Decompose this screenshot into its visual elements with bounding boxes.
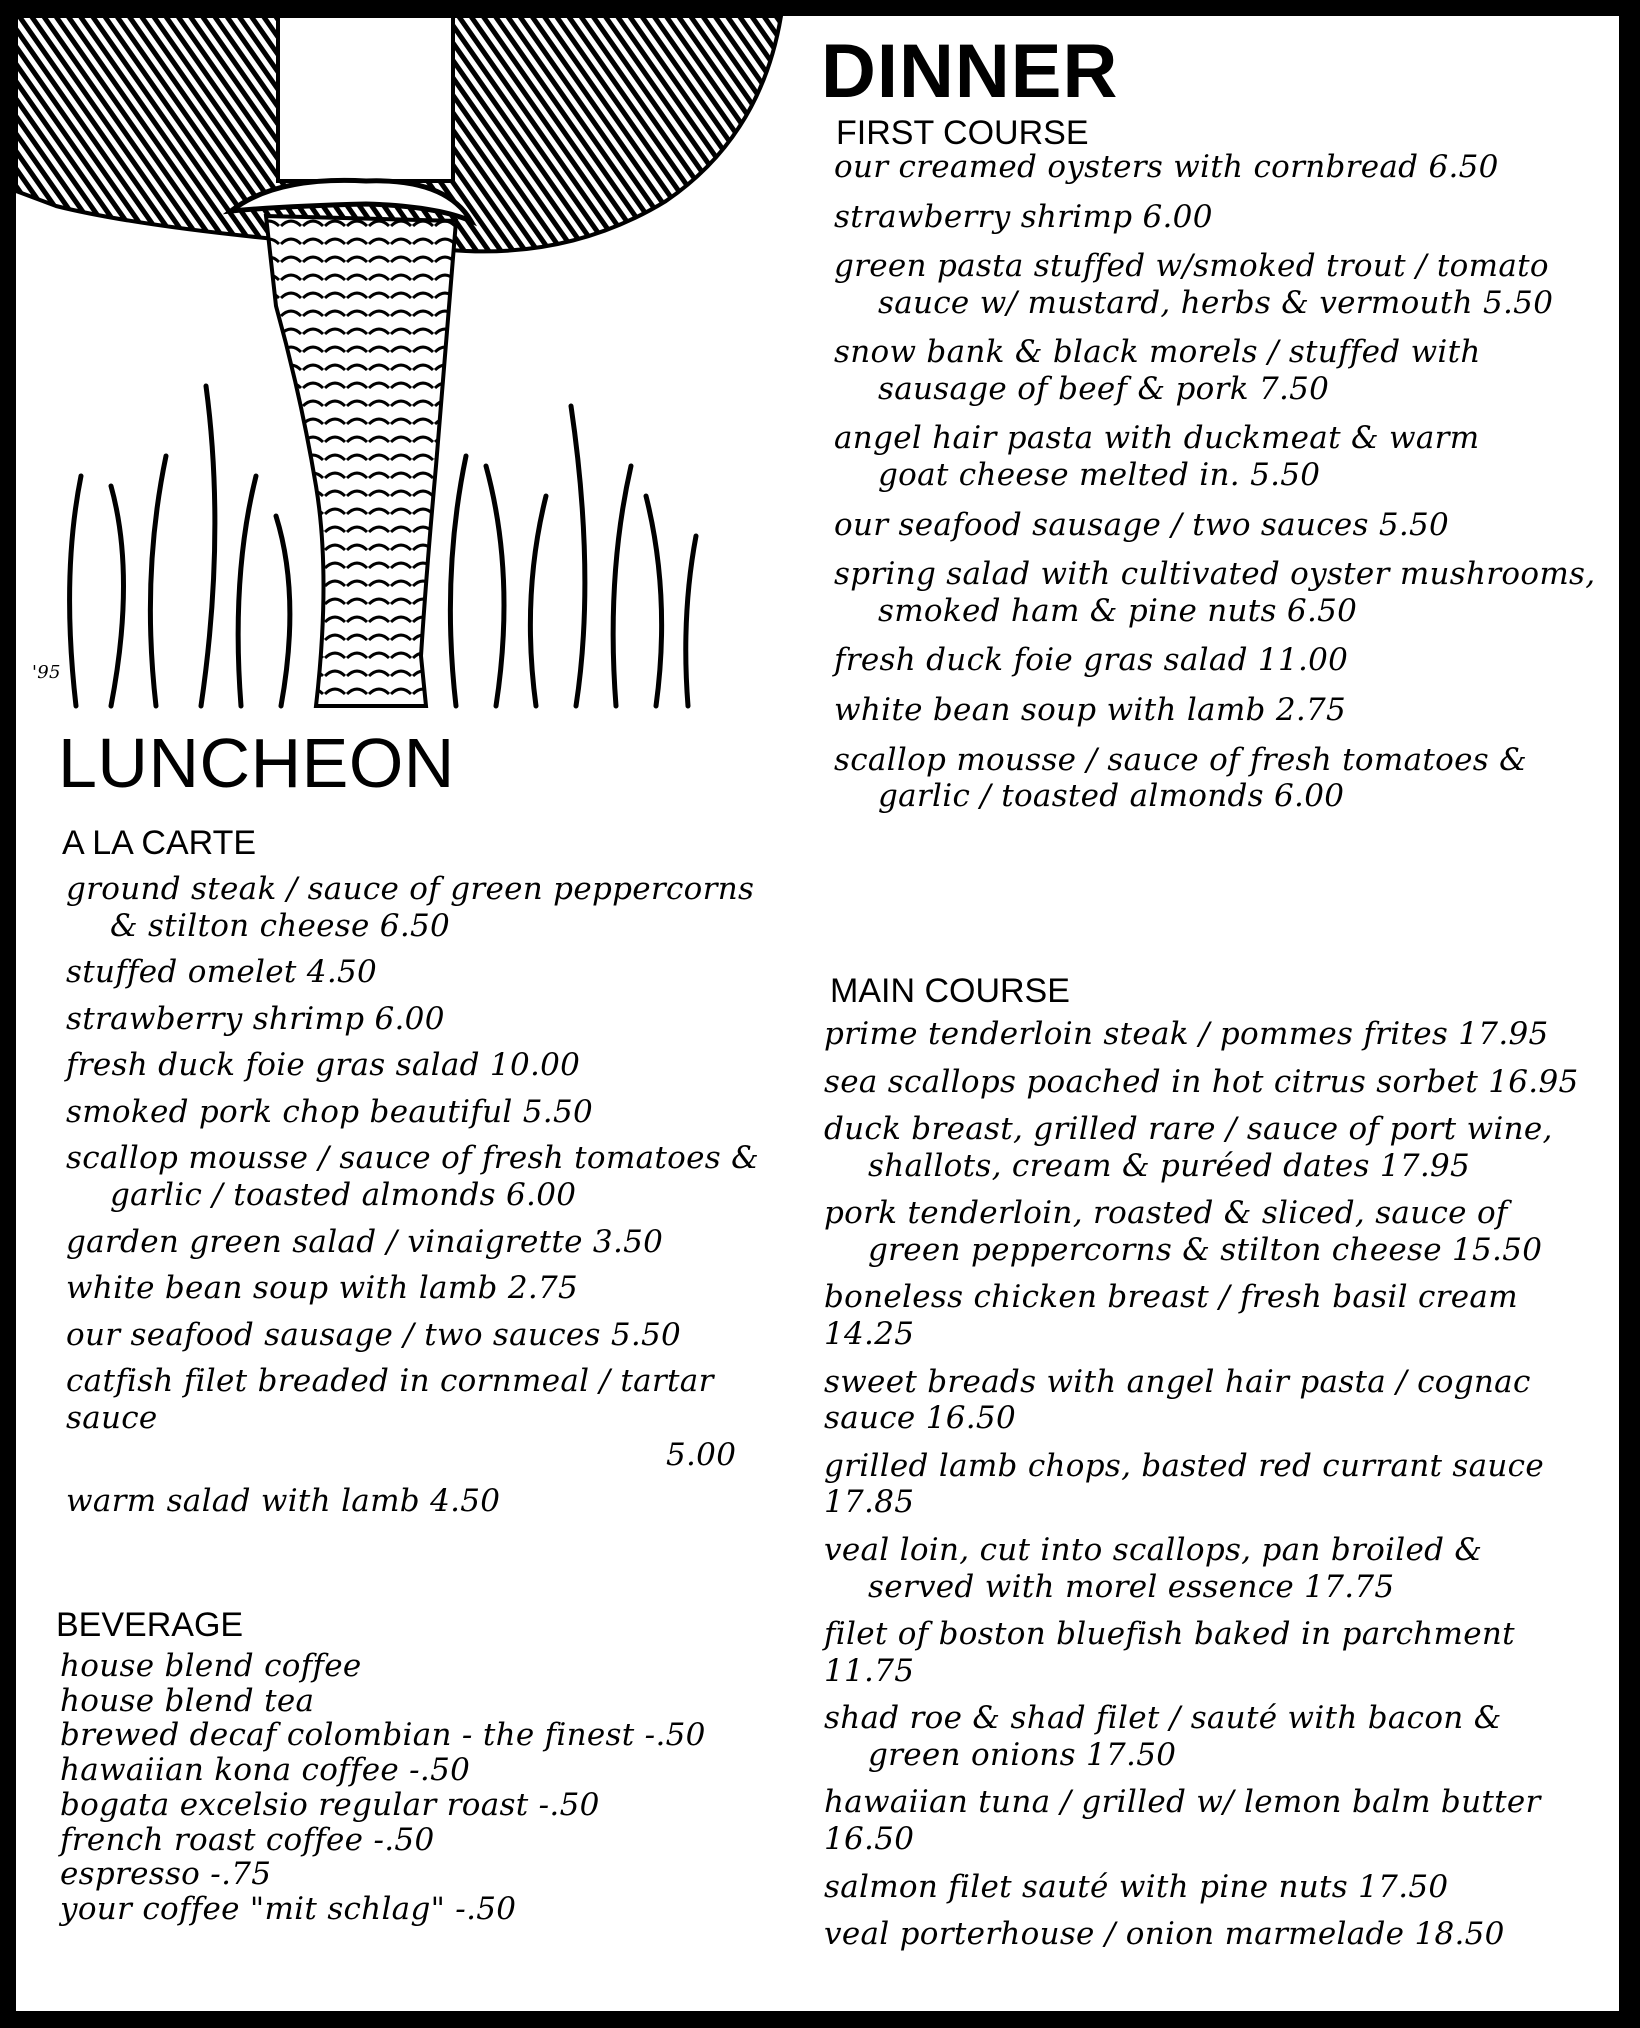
list-item: pork tenderloin, roasted & sliced, sauce of green peppercorns & stilton cheese 15.50 — [824, 1195, 1543, 1268]
list-item: brewed decaf colombian - the finest -.50 — [60, 1717, 706, 1754]
first-course-heading: FIRST COURSE — [836, 114, 1089, 152]
list-item: our seafood sausage / two sauces 5.50 — [834, 506, 1450, 543]
list-item: scallop mousse / sauce of fresh tomatoes & garlic / toasted almonds 6.00 — [834, 741, 1527, 815]
a-la-carte-list — [66, 871, 786, 1530]
list-item: strawberry shrimp 6.00 — [834, 198, 1213, 235]
list-item: boneless chicken breast / fresh basil cream 14.25 — [824, 1279, 1518, 1353]
list-item: salmon filet sauté with pine nuts 17.50 — [824, 1868, 1449, 1905]
list-item: house blend tea — [60, 1682, 315, 1719]
mushroom-illustration — [16, 16, 816, 716]
list-item: white bean soup with lamb 2.75 — [66, 1270, 579, 1307]
list-item: espresso -.75 — [60, 1856, 272, 1893]
list-item: our seafood sausage / two sauces 5.50 — [66, 1316, 682, 1353]
list-item: house blend coffee — [60, 1648, 362, 1684]
list-item: fresh duck foie gras salad 11.00 — [834, 642, 1349, 679]
list-item: strawberry shrimp 6.00 — [66, 1000, 445, 1037]
first-course-list — [834, 149, 1614, 828]
list-item: prime tenderloin steak / pommes frites 17.95 — [824, 1016, 1549, 1052]
main-course-heading: MAIN COURSE — [830, 972, 1070, 1010]
list-item: smoked pork chop beautiful 5.50 — [66, 1093, 593, 1130]
list-item: snow bank & black morels / stuffed with sausage of beef & pork 7.50 — [834, 334, 1481, 407]
list-item: shad roe & shad filet / sauté with bacon & green onions 17.50 — [824, 1700, 1502, 1773]
list-item: scallop mousse / sauce of fresh tomatoes & garlic / toasted almonds 6.00 — [66, 1140, 759, 1214]
list-item: sea scallops poached in hot citrus sorbet 16.95 — [824, 1063, 1579, 1100]
beverage-list — [60, 1649, 780, 1927]
list-item: spring salad with cultivated oyster mushrooms, smoked ham & pine nuts 6.50 — [834, 556, 1596, 629]
list-item: warm salad with lamb 4.50 — [66, 1483, 501, 1520]
list-item: your coffee "mit schlag" -.50 — [60, 1891, 517, 1928]
list-item: stuffed omelet 4.50 — [66, 954, 378, 991]
list-item: white bean soup with lamb 2.75 — [834, 691, 1347, 728]
list-item: catfish filet breaded in cornmeal / tartar sauce 5.00 — [66, 1363, 737, 1473]
list-item: hawaiian tuna / grilled w/ lemon balm butter 16.50 — [824, 1784, 1541, 1857]
list-item: veal porterhouse / onion marmelade 18.50 — [824, 1916, 1505, 1953]
main-course-list — [824, 1016, 1614, 1964]
list-item: duck breast, grilled rare / sauce of port wine, shallots, cream & puréed dates 17.95 — [824, 1111, 1553, 1184]
list-item: grilled lamb chops, basted red currant sauce 17.85 — [824, 1447, 1544, 1521]
list-item: bogata excelsio regular roast -.50 — [60, 1786, 600, 1823]
list-item: sweet breads with angel hair pasta / cognac sauce 16.50 — [824, 1363, 1531, 1437]
list-item: ground steak / sauce of green peppercorns & stilton cheese 6.50 — [66, 871, 755, 944]
list-item: veal loin, cut into scallops, pan broiled & served with morel essence 17.75 — [824, 1531, 1483, 1605]
list-item: green pasta stuffed w/smoked trout / tomato sauce w/ mustard, herbs & vermouth 5.50 — [834, 248, 1554, 321]
list-item: filet of boston bluefish baked in parchment 11.75 — [824, 1616, 1515, 1689]
list-item: angel hair pasta with duckmeat & warm goat cheese melted in. 5.50 — [834, 420, 1480, 494]
list-item: garden green salad / vinaigrette 3.50 — [66, 1223, 664, 1260]
a-la-carte-heading: A LA CARTE — [62, 824, 257, 862]
dinner-title: DINNER — [821, 29, 1119, 114]
artist-signature: '95 — [32, 662, 61, 683]
beverage-heading: BEVERAGE — [56, 1606, 244, 1644]
list-item: hawaiian kona coffee -.50 — [60, 1752, 471, 1789]
list-item: fresh duck foie gras salad 10.00 — [66, 1047, 581, 1084]
menu-page — [16, 16, 1619, 2011]
list-item: our creamed oysters with cornbread 6.50 — [834, 149, 1499, 185]
list-item: french roast coffee -.50 — [60, 1821, 435, 1858]
luncheon-title: LUNCHEON — [58, 724, 455, 802]
